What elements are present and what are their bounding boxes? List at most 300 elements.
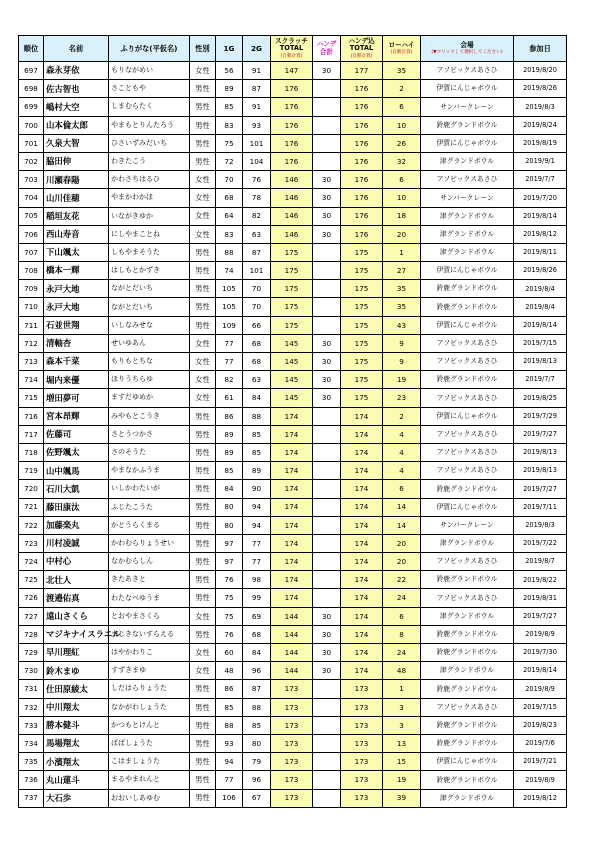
cell-date: 2019/8/3 bbox=[514, 516, 567, 534]
cell-name: 石並世翔 bbox=[44, 316, 109, 334]
cell-gender: 女性 bbox=[190, 62, 216, 80]
table-row bbox=[19, 189, 567, 207]
cell-handicap-total: 175 bbox=[341, 243, 383, 261]
cell-furigana: ふじたこうた bbox=[109, 498, 190, 516]
cell-date: 2019/7/27 bbox=[514, 480, 567, 498]
table-row bbox=[19, 589, 567, 607]
cell-game2: 94 bbox=[243, 516, 271, 534]
table-row bbox=[19, 280, 567, 298]
cell-rank: 707 bbox=[19, 243, 44, 261]
cell-venue[interactable]: 鈴鹿グランドボウル bbox=[421, 716, 514, 734]
cell-rank: 728 bbox=[19, 625, 44, 643]
cell-gender: 女性 bbox=[190, 607, 216, 625]
cell-scratch-total: 176 bbox=[271, 80, 313, 98]
cell-game1: 61 bbox=[216, 389, 243, 407]
cell-gender: 男性 bbox=[190, 443, 216, 461]
cell-game1: 85 bbox=[216, 98, 243, 116]
cell-venue[interactable]: 伊賀にんじゃボウル bbox=[421, 134, 514, 152]
cell-lowhigh: 9 bbox=[383, 353, 421, 371]
table-row bbox=[19, 389, 567, 407]
cell-scratch-total: 174 bbox=[271, 425, 313, 443]
cell-venue[interactable]: 津グランドボウル bbox=[421, 225, 514, 243]
table-row bbox=[19, 625, 567, 643]
cell-scratch-total: 174 bbox=[271, 462, 313, 480]
header-scratch-line2: TOTAL bbox=[279, 44, 304, 53]
cell-scratch-total: 175 bbox=[271, 316, 313, 334]
header-handicap-line2: 合計 bbox=[319, 47, 334, 56]
cell-handicap-total: 174 bbox=[341, 644, 383, 662]
cell-scratch-total: 145 bbox=[271, 371, 313, 389]
cell-name: 佐藤司 bbox=[44, 425, 109, 443]
cell-name: 堀内来優 bbox=[44, 371, 109, 389]
cell-lowhigh: 4 bbox=[383, 443, 421, 461]
cell-rank: 713 bbox=[19, 353, 44, 371]
header-name: 名前 bbox=[44, 36, 109, 62]
cell-date: 2019/7/22 bbox=[514, 534, 567, 552]
cell-scratch-total: 174 bbox=[271, 443, 313, 461]
cell-scratch-total: 174 bbox=[271, 516, 313, 534]
cell-lowhigh: 2 bbox=[383, 80, 421, 98]
cell-venue[interactable]: アソビックスあさひ bbox=[421, 589, 514, 607]
cell-name: 藤田康汰 bbox=[44, 498, 109, 516]
cell-gender: 男性 bbox=[190, 734, 216, 752]
cell-handicap-total: 175 bbox=[341, 389, 383, 407]
cell-game2: 101 bbox=[243, 262, 271, 280]
cell-furigana: かわさちはるひ bbox=[109, 171, 190, 189]
cell-handicap: 30 bbox=[313, 353, 341, 371]
table-row bbox=[19, 443, 567, 461]
cell-handicap-total: 174 bbox=[341, 607, 383, 625]
cell-gender: 男性 bbox=[190, 534, 216, 552]
cell-venue[interactable]: アソビックスあさひ bbox=[421, 462, 514, 480]
cell-lowhigh: 27 bbox=[383, 262, 421, 280]
cell-handicap bbox=[313, 316, 341, 334]
cell-furigana: みやもとこうき bbox=[109, 407, 190, 425]
cell-game1: 86 bbox=[216, 680, 243, 698]
cell-venue[interactable]: アソビックスあさひ bbox=[421, 553, 514, 571]
cell-scratch-total: 173 bbox=[271, 771, 313, 789]
cell-date: 2019/8/9 bbox=[514, 680, 567, 698]
cell-furigana: やまもとりんたろう bbox=[109, 116, 190, 134]
cell-game2: 88 bbox=[243, 407, 271, 425]
cell-rank: 726 bbox=[19, 589, 44, 607]
cell-furigana: なかがわしょうた bbox=[109, 698, 190, 716]
cell-name: 橋本一輝 bbox=[44, 262, 109, 280]
cell-furigana: ばばしょうた bbox=[109, 734, 190, 752]
table-row bbox=[19, 243, 567, 261]
cell-handicap-total: 176 bbox=[341, 225, 383, 243]
cell-gender: 男性 bbox=[190, 498, 216, 516]
cell-game1: 72 bbox=[216, 152, 243, 170]
cell-handicap-total: 177 bbox=[341, 62, 383, 80]
cell-handicap-total: 176 bbox=[341, 207, 383, 225]
cell-handicap bbox=[313, 534, 341, 552]
cell-venue[interactable]: 鈴鹿グランドボウル bbox=[421, 644, 514, 662]
cell-game1: 56 bbox=[216, 62, 243, 80]
cell-rank: 731 bbox=[19, 680, 44, 698]
cell-handicap: 30 bbox=[313, 371, 341, 389]
cell-scratch-total: 144 bbox=[271, 644, 313, 662]
cell-furigana: ますだゆめか bbox=[109, 389, 190, 407]
cell-handicap: 30 bbox=[313, 644, 341, 662]
cell-venue[interactable]: 鈴鹿グランドボウル bbox=[421, 571, 514, 589]
cell-name: 仕田原綾太 bbox=[44, 680, 109, 698]
cell-scratch-total: 176 bbox=[271, 152, 313, 170]
cell-date: 2019/8/12 bbox=[514, 789, 567, 807]
cell-scratch-total: 145 bbox=[271, 334, 313, 352]
cell-date: 2019/8/23 bbox=[514, 716, 567, 734]
cell-furigana: やまかわかほ bbox=[109, 189, 190, 207]
cell-rank: 723 bbox=[19, 534, 44, 552]
table-row bbox=[19, 534, 567, 552]
cell-scratch-total: 173 bbox=[271, 789, 313, 807]
cell-game2: 66 bbox=[243, 316, 271, 334]
cell-date: 2019/7/6 bbox=[514, 734, 567, 752]
cell-game2: 96 bbox=[243, 771, 271, 789]
cell-name: 大石歩 bbox=[44, 789, 109, 807]
cell-lowhigh: 23 bbox=[383, 389, 421, 407]
cell-lowhigh: 6 bbox=[383, 480, 421, 498]
cell-name: 佐野颯太 bbox=[44, 443, 109, 461]
cell-furigana: まるやまれんと bbox=[109, 771, 190, 789]
cell-handicap bbox=[313, 98, 341, 116]
cell-gender: 男性 bbox=[190, 98, 216, 116]
cell-game1: 77 bbox=[216, 353, 243, 371]
cell-game1: 85 bbox=[216, 462, 243, 480]
cell-handicap bbox=[313, 698, 341, 716]
table-row bbox=[19, 425, 567, 443]
cell-furigana: もりながめい bbox=[109, 62, 190, 80]
cell-venue[interactable]: 伊賀にんじゃボウル bbox=[421, 262, 514, 280]
cell-venue[interactable]: アソビックスあさひ bbox=[421, 334, 514, 352]
table-row bbox=[19, 553, 567, 571]
cell-rank: 717 bbox=[19, 425, 44, 443]
cell-handicap bbox=[313, 425, 341, 443]
cell-venue[interactable]: 津グランドボウル bbox=[421, 243, 514, 261]
cell-game2: 90 bbox=[243, 480, 271, 498]
cell-venue[interactable]: アソビックスあさひ bbox=[421, 171, 514, 189]
cell-handicap: 30 bbox=[313, 189, 341, 207]
cell-furigana: かわむらりょうせい bbox=[109, 534, 190, 552]
cell-game1: 74 bbox=[216, 262, 243, 280]
cell-game1: 109 bbox=[216, 316, 243, 334]
cell-lowhigh: 1 bbox=[383, 243, 421, 261]
cell-venue[interactable]: サンバークレーン bbox=[421, 189, 514, 207]
cell-game2: 82 bbox=[243, 207, 271, 225]
cell-rank: 702 bbox=[19, 152, 44, 170]
cell-venue[interactable]: 津グランドボウル bbox=[421, 152, 514, 170]
cell-venue[interactable]: 伊賀にんじゃボウル bbox=[421, 316, 514, 334]
cell-handicap bbox=[313, 589, 341, 607]
cell-handicap-total: 176 bbox=[341, 116, 383, 134]
header-lowhigh-sub: (自動計算) bbox=[390, 50, 413, 56]
cell-rank: 724 bbox=[19, 553, 44, 571]
cell-venue[interactable]: 鈴鹿グランドボウル bbox=[421, 371, 514, 389]
cell-date: 2019/8/9 bbox=[514, 771, 567, 789]
cell-handicap-total: 175 bbox=[341, 316, 383, 334]
cell-gender: 男性 bbox=[190, 262, 216, 280]
cell-venue[interactable]: 鈴鹿グランドボウル bbox=[421, 734, 514, 752]
cell-venue[interactable]: 伊賀にんじゃボウル bbox=[421, 753, 514, 771]
cell-game1: 75 bbox=[216, 589, 243, 607]
cell-name: 北壮人 bbox=[44, 571, 109, 589]
cell-rank: 712 bbox=[19, 334, 44, 352]
cell-date: 2019/8/26 bbox=[514, 80, 567, 98]
cell-venue[interactable]: 津グランドボウル bbox=[421, 607, 514, 625]
cell-furigana: はやかわりこ bbox=[109, 644, 190, 662]
cell-scratch-total: 174 bbox=[271, 407, 313, 425]
cell-venue[interactable]: 鈴鹿グランドボウル bbox=[421, 116, 514, 134]
cell-gender: 男性 bbox=[190, 771, 216, 789]
cell-venue[interactable]: アソビックスあさひ bbox=[421, 443, 514, 461]
cell-handicap-total: 174 bbox=[341, 553, 383, 571]
cell-venue[interactable]: 鈴鹿グランドボウル bbox=[421, 280, 514, 298]
cell-furigana: いながきゆか bbox=[109, 207, 190, 225]
cell-rank: 730 bbox=[19, 662, 44, 680]
cell-lowhigh: 6 bbox=[383, 607, 421, 625]
cell-game2: 88 bbox=[243, 698, 271, 716]
cell-date: 2019/7/15 bbox=[514, 698, 567, 716]
cell-venue[interactable]: 鈴鹿グランドボウル bbox=[421, 771, 514, 789]
cell-rank: 736 bbox=[19, 771, 44, 789]
cell-handicap bbox=[313, 789, 341, 807]
cell-handicap-total: 173 bbox=[341, 680, 383, 698]
cell-game1: 80 bbox=[216, 498, 243, 516]
cell-lowhigh: 14 bbox=[383, 498, 421, 516]
cell-rank: 710 bbox=[19, 298, 44, 316]
cell-handicap-total: 174 bbox=[341, 589, 383, 607]
cell-handicap-total: 174 bbox=[341, 407, 383, 425]
cell-venue[interactable]: アソビックスあさひ bbox=[421, 425, 514, 443]
cell-rank: 715 bbox=[19, 389, 44, 407]
cell-handicap: 30 bbox=[313, 389, 341, 407]
cell-game2: 80 bbox=[243, 734, 271, 752]
cell-lowhigh: 19 bbox=[383, 371, 421, 389]
table-row bbox=[19, 225, 567, 243]
cell-handicap bbox=[313, 553, 341, 571]
cell-game1: 75 bbox=[216, 607, 243, 625]
table-row bbox=[19, 498, 567, 516]
cell-rank: 720 bbox=[19, 480, 44, 498]
cell-handicap bbox=[313, 571, 341, 589]
cell-gender: 女性 bbox=[190, 334, 216, 352]
cell-rank: 719 bbox=[19, 462, 44, 480]
cell-venue[interactable]: 津グランドボウル bbox=[421, 662, 514, 680]
cell-handicap-total: 175 bbox=[341, 262, 383, 280]
table-row bbox=[19, 716, 567, 734]
cell-lowhigh: 15 bbox=[383, 753, 421, 771]
cell-handicap-total: 174 bbox=[341, 534, 383, 552]
header-row bbox=[19, 36, 567, 62]
cell-date: 2019/8/14 bbox=[514, 316, 567, 334]
cell-furigana: ながとだいち bbox=[109, 298, 190, 316]
cell-game2: 85 bbox=[243, 716, 271, 734]
table-row bbox=[19, 171, 567, 189]
cell-gender: 女性 bbox=[190, 353, 216, 371]
cell-furigana: さとうつかさ bbox=[109, 425, 190, 443]
cell-venue[interactable]: 津グランドボウル bbox=[421, 534, 514, 552]
cell-handicap: 30 bbox=[313, 607, 341, 625]
cell-venue[interactable]: 鈴鹿グランドボウル bbox=[421, 680, 514, 698]
header-handicap bbox=[313, 36, 341, 62]
cell-handicap-total: 175 bbox=[341, 353, 383, 371]
cell-handicap-total: 176 bbox=[341, 80, 383, 98]
cell-gender: 男性 bbox=[190, 716, 216, 734]
cell-handicap bbox=[313, 480, 341, 498]
cell-game2: 70 bbox=[243, 298, 271, 316]
cell-game2: 98 bbox=[243, 571, 271, 589]
cell-game1: 88 bbox=[216, 243, 243, 261]
cell-name: 中村心 bbox=[44, 553, 109, 571]
cell-venue[interactable]: アソビックスあさひ bbox=[421, 62, 514, 80]
cell-furigana: はしもとかずき bbox=[109, 262, 190, 280]
cell-furigana: やまなかふうま bbox=[109, 462, 190, 480]
cell-handicap-total: 174 bbox=[341, 480, 383, 498]
cell-handicap-total: 174 bbox=[341, 571, 383, 589]
cell-venue[interactable]: サンバークレーン bbox=[421, 98, 514, 116]
cell-date: 2019/8/3 bbox=[514, 98, 567, 116]
cell-scratch-total: 174 bbox=[271, 553, 313, 571]
cell-game2: 67 bbox=[243, 789, 271, 807]
cell-name: 山本倫太郎 bbox=[44, 116, 109, 134]
table-row bbox=[19, 789, 567, 807]
cell-game2: 68 bbox=[243, 353, 271, 371]
cell-lowhigh: 26 bbox=[383, 134, 421, 152]
cell-date: 2019/7/20 bbox=[514, 189, 567, 207]
cell-name: 早川理紅 bbox=[44, 644, 109, 662]
cell-venue[interactable]: アソビックスあさひ bbox=[421, 389, 514, 407]
header-handicap-total-line1: ハンデ込 bbox=[348, 36, 375, 45]
cell-game2: 63 bbox=[243, 371, 271, 389]
cell-handicap: 30 bbox=[313, 662, 341, 680]
header-venue-sub: (▼クリックして選択してください) bbox=[431, 50, 503, 56]
cell-date: 2019/7/7 bbox=[514, 371, 567, 389]
cell-lowhigh: 9 bbox=[383, 334, 421, 352]
cell-venue[interactable]: 伊賀にんじゃボウル bbox=[421, 407, 514, 425]
cell-date: 2019/8/7 bbox=[514, 553, 567, 571]
cell-handicap: 30 bbox=[313, 625, 341, 643]
cell-venue[interactable]: 伊賀にんじゃボウル bbox=[421, 498, 514, 516]
cell-date: 2019/8/25 bbox=[514, 389, 567, 407]
cell-venue[interactable]: サンバークレーン bbox=[421, 516, 514, 534]
cell-date: 2019/7/21 bbox=[514, 753, 567, 771]
cell-furigana: しだはらりょうた bbox=[109, 680, 190, 698]
header-venue bbox=[421, 36, 514, 62]
cell-scratch-total: 175 bbox=[271, 243, 313, 261]
cell-game2: 68 bbox=[243, 334, 271, 352]
table-body bbox=[19, 62, 567, 808]
cell-name: 永戸大地 bbox=[44, 298, 109, 316]
cell-game1: 83 bbox=[216, 225, 243, 243]
cell-venue[interactable]: アソビックスあさひ bbox=[421, 698, 514, 716]
cell-game2: 76 bbox=[243, 171, 271, 189]
cell-game1: 84 bbox=[216, 480, 243, 498]
cell-game2: 77 bbox=[243, 553, 271, 571]
cell-handicap bbox=[313, 134, 341, 152]
cell-handicap: 30 bbox=[313, 334, 341, 352]
cell-name: 馬場翔太 bbox=[44, 734, 109, 752]
cell-game1: 89 bbox=[216, 425, 243, 443]
cell-venue[interactable]: 鈴鹿グランドボウル bbox=[421, 480, 514, 498]
cell-rank: 698 bbox=[19, 80, 44, 98]
cell-handicap-total: 173 bbox=[341, 789, 383, 807]
cell-name: 稲垣友花 bbox=[44, 207, 109, 225]
cell-handicap bbox=[313, 298, 341, 316]
header-handicap-line1: ハンデ bbox=[316, 39, 337, 48]
cell-handicap-total: 173 bbox=[341, 698, 383, 716]
table-row bbox=[19, 298, 567, 316]
cell-scratch-total: 175 bbox=[271, 280, 313, 298]
cell-lowhigh: 19 bbox=[383, 771, 421, 789]
cell-game1: 80 bbox=[216, 516, 243, 534]
cell-game1: 60 bbox=[216, 644, 243, 662]
cell-game2: 93 bbox=[243, 116, 271, 134]
table-row bbox=[19, 407, 567, 425]
cell-venue[interactable]: 津グランドボウル bbox=[421, 789, 514, 807]
table-row bbox=[19, 62, 567, 80]
cell-game1: 68 bbox=[216, 189, 243, 207]
cell-venue[interactable]: 津グランドボウル bbox=[421, 207, 514, 225]
cell-game1: 97 bbox=[216, 534, 243, 552]
cell-name: 丸山蓮斗 bbox=[44, 771, 109, 789]
cell-gender: 男性 bbox=[190, 680, 216, 698]
cell-rank: 711 bbox=[19, 316, 44, 334]
cell-name: 石川大凱 bbox=[44, 480, 109, 498]
table-row bbox=[19, 116, 567, 134]
cell-game2: 89 bbox=[243, 462, 271, 480]
header-date: 参加日 bbox=[514, 36, 567, 62]
cell-handicap bbox=[313, 262, 341, 280]
header-game2: 2G bbox=[243, 36, 271, 62]
cell-game1: 105 bbox=[216, 280, 243, 298]
header-game1: 1G bbox=[216, 36, 243, 62]
cell-venue[interactable]: 伊賀にんじゃボウル bbox=[421, 80, 514, 98]
table-row bbox=[19, 698, 567, 716]
cell-venue[interactable]: 鈴鹿グランドボウル bbox=[421, 298, 514, 316]
cell-gender: 男性 bbox=[190, 698, 216, 716]
cell-venue[interactable]: 鈴鹿グランドボウル bbox=[421, 625, 514, 643]
cell-name: 増田夢可 bbox=[44, 389, 109, 407]
cell-gender: 男性 bbox=[190, 243, 216, 261]
cell-name: 宮本昂輝 bbox=[44, 407, 109, 425]
cell-date: 2019/8/22 bbox=[514, 571, 567, 589]
cell-scratch-total: 173 bbox=[271, 753, 313, 771]
cell-lowhigh: 20 bbox=[383, 534, 421, 552]
cell-gender: 男性 bbox=[190, 316, 216, 334]
cell-game2: 99 bbox=[243, 589, 271, 607]
cell-handicap bbox=[313, 771, 341, 789]
cell-handicap bbox=[313, 498, 341, 516]
cell-venue[interactable]: アソビックスあさひ bbox=[421, 353, 514, 371]
cell-furigana: おおいしあゆむ bbox=[109, 789, 190, 807]
cell-date: 2019/8/24 bbox=[514, 116, 567, 134]
cell-handicap-total: 175 bbox=[341, 280, 383, 298]
table-row bbox=[19, 152, 567, 170]
cell-lowhigh: 13 bbox=[383, 734, 421, 752]
header-furigana: ふりがな(平仮名) bbox=[109, 36, 190, 62]
cell-game2: 91 bbox=[243, 98, 271, 116]
cell-scratch-total: 175 bbox=[271, 298, 313, 316]
header-lowhigh-label: ローハイ bbox=[388, 40, 415, 49]
cell-gender: 男性 bbox=[190, 571, 216, 589]
cell-name: 脇田伸 bbox=[44, 152, 109, 170]
cell-furigana: こはましょうた bbox=[109, 753, 190, 771]
cell-scratch-total: 147 bbox=[271, 62, 313, 80]
cell-gender: 女性 bbox=[190, 389, 216, 407]
cell-scratch-total: 174 bbox=[271, 571, 313, 589]
cell-furigana: かとうらくまる bbox=[109, 516, 190, 534]
ranking-table bbox=[18, 35, 567, 808]
